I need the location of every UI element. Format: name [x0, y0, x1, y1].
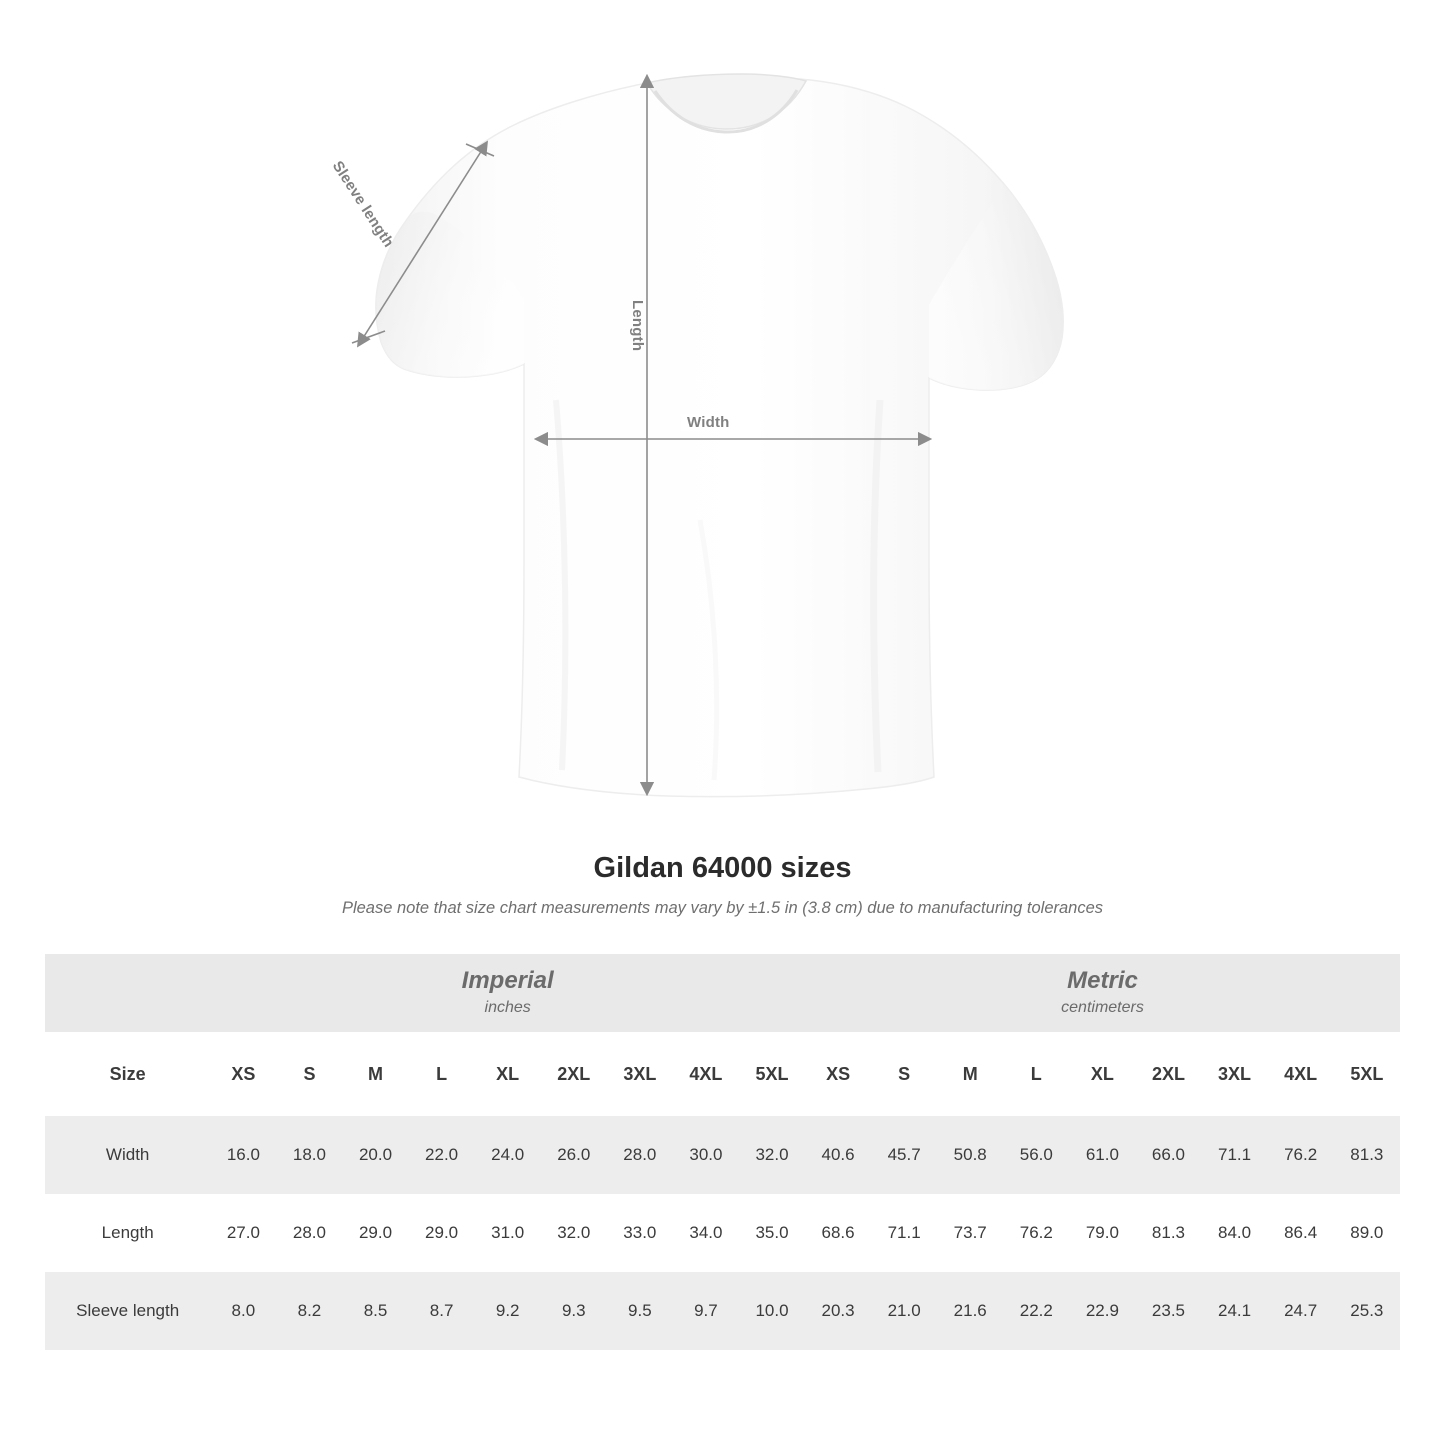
size-header-imperial-3xl: 3XL: [607, 1032, 673, 1116]
size-header-metric-4xl: 4XL: [1268, 1032, 1334, 1116]
size-header-imperial-2xl: 2XL: [541, 1032, 607, 1116]
cell-sleeve-metric-3: 22.2: [1003, 1272, 1069, 1350]
size-header-imperial-l: L: [409, 1032, 475, 1116]
size-header-label: Size: [45, 1032, 210, 1116]
cell-width-imperial-7: 30.0: [673, 1116, 739, 1194]
cell-length-imperial-6: 33.0: [607, 1194, 673, 1272]
cell-length-metric-0: 68.6: [805, 1194, 871, 1272]
size-header-imperial-xl: XL: [475, 1032, 541, 1116]
cell-length-imperial-7: 34.0: [673, 1194, 739, 1272]
cell-sleeve-imperial-6: 9.5: [607, 1272, 673, 1350]
cell-width-imperial-5: 26.0: [541, 1116, 607, 1194]
size-header-imperial-m: M: [342, 1032, 408, 1116]
cell-length-metric-4: 79.0: [1069, 1194, 1135, 1272]
size-header-metric-s: S: [871, 1032, 937, 1116]
length-label: Length: [629, 300, 646, 352]
metric-sub: centimeters: [1061, 999, 1144, 1016]
size-header-metric-l: L: [1003, 1032, 1069, 1116]
cell-width-imperial-8: 32.0: [739, 1116, 805, 1194]
imperial-name: Imperial: [461, 967, 554, 994]
cell-width-imperial-0: 16.0: [210, 1116, 276, 1194]
size-header-imperial-xs: XS: [210, 1032, 276, 1116]
unit-header-imperial: [210, 954, 805, 1032]
cell-length-imperial-1: 28.0: [276, 1194, 342, 1272]
cell-sleeve-metric-6: 24.1: [1202, 1272, 1268, 1350]
cell-sleeve-metric-0: 20.3: [805, 1272, 871, 1350]
cell-width-metric-3: 56.0: [1003, 1116, 1069, 1194]
table-row: [45, 1116, 1400, 1194]
cell-sleeve-metric-8: 25.3: [1334, 1272, 1400, 1350]
cell-sleeve-metric-2: 21.6: [937, 1272, 1003, 1350]
cell-width-metric-5: 66.0: [1135, 1116, 1201, 1194]
size-header-row: [45, 1032, 1400, 1116]
cell-sleeve-imperial-7: 9.7: [673, 1272, 739, 1350]
cell-width-imperial-1: 18.0: [276, 1116, 342, 1194]
cell-length-metric-6: 84.0: [1202, 1194, 1268, 1272]
size-chart-table: [45, 954, 1400, 1350]
row-label-sleeve-length: Sleeve length: [45, 1272, 210, 1350]
unit-header-metric: [805, 954, 1400, 1032]
cell-length-imperial-2: 29.0: [342, 1194, 408, 1272]
cell-sleeve-metric-4: 22.9: [1069, 1272, 1135, 1350]
tolerance-note: Please note that size chart measurements may vary by ±1.5 in (3.8 cm) due to manufacturing tolerances: [341, 899, 1104, 917]
cell-width-metric-4: 61.0: [1069, 1116, 1135, 1194]
cell-sleeve-imperial-4: 9.2: [475, 1272, 541, 1350]
cell-length-imperial-8: 35.0: [739, 1194, 805, 1272]
size-header-imperial-5xl: 5XL: [739, 1032, 805, 1116]
cell-width-metric-2: 50.8: [937, 1116, 1003, 1194]
size-header-metric-3xl: 3XL: [1202, 1032, 1268, 1116]
cell-width-imperial-6: 28.0: [607, 1116, 673, 1194]
cell-length-imperial-5: 32.0: [541, 1194, 607, 1272]
cell-sleeve-imperial-8: 10.0: [739, 1272, 805, 1350]
cell-width-metric-7: 76.2: [1268, 1116, 1334, 1194]
cell-sleeve-imperial-2: 8.5: [342, 1272, 408, 1350]
cell-sleeve-imperial-5: 9.3: [541, 1272, 607, 1350]
cell-width-metric-6: 71.1: [1202, 1116, 1268, 1194]
cell-sleeve-imperial-3: 8.7: [409, 1272, 475, 1350]
table-row: [45, 1272, 1400, 1350]
cell-length-metric-8: 89.0: [1334, 1194, 1400, 1272]
imperial-sub: inches: [484, 999, 531, 1016]
size-header-metric-m: M: [937, 1032, 1003, 1116]
cell-sleeve-imperial-0: 8.0: [210, 1272, 276, 1350]
cell-sleeve-imperial-1: 8.2: [276, 1272, 342, 1350]
size-header-metric-xl: XL: [1069, 1032, 1135, 1116]
cell-width-imperial-3: 22.0: [409, 1116, 475, 1194]
size-header-imperial-s: S: [276, 1032, 342, 1116]
cell-length-imperial-4: 31.0: [475, 1194, 541, 1272]
cell-length-metric-2: 73.7: [937, 1194, 1003, 1272]
unit-header-spacer: [45, 954, 210, 1032]
cell-length-imperial-3: 29.0: [409, 1194, 475, 1272]
cell-sleeve-metric-1: 21.0: [871, 1272, 937, 1350]
size-header-imperial-4xl: 4XL: [673, 1032, 739, 1116]
cell-length-metric-5: 81.3: [1135, 1194, 1201, 1272]
page-title: Gildan 64000 sizes: [593, 852, 852, 884]
sleeve-length-label: Sleeve length: [328, 158, 398, 251]
cell-sleeve-metric-7: 24.7: [1268, 1272, 1334, 1350]
cell-length-metric-3: 76.2: [1003, 1194, 1069, 1272]
cell-length-imperial-0: 27.0: [210, 1194, 276, 1272]
table-row: [45, 1194, 1400, 1272]
size-header-metric-2xl: 2XL: [1135, 1032, 1201, 1116]
metric-name: Metric: [1067, 967, 1138, 994]
cell-length-metric-7: 86.4: [1268, 1194, 1334, 1272]
cell-sleeve-metric-5: 23.5: [1135, 1272, 1201, 1350]
row-label-length: Length: [45, 1194, 210, 1272]
width-label: Width: [681, 414, 736, 431]
unit-header-row: [45, 954, 1400, 1032]
cell-width-metric-0: 40.6: [805, 1116, 871, 1194]
shirt-shape: [376, 74, 1063, 797]
row-label-width: Width: [45, 1116, 210, 1194]
cell-length-metric-1: 71.1: [871, 1194, 937, 1272]
cell-width-metric-8: 81.3: [1334, 1116, 1400, 1194]
cell-width-imperial-4: 24.0: [475, 1116, 541, 1194]
size-header-metric-xs: XS: [805, 1032, 871, 1116]
size-header-metric-5xl: 5XL: [1334, 1032, 1400, 1116]
cell-width-metric-1: 45.7: [871, 1116, 937, 1194]
cell-width-imperial-2: 20.0: [342, 1116, 408, 1194]
